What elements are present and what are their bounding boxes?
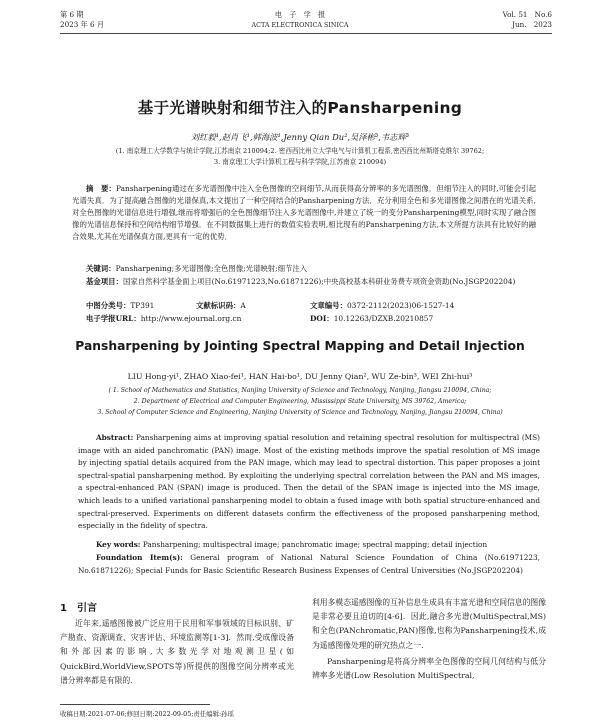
doi-label: DOI： bbox=[310, 314, 334, 323]
keywords-cn-text: Pansharpening;多光谱图像;全色图像;光谱映射;细节注入 bbox=[115, 264, 308, 273]
doi bbox=[310, 313, 433, 325]
keywords-en-label: Key words: bbox=[96, 540, 141, 549]
intro-left-column: 近年来,遥感图像被广泛应用于民用和军事领域的目标识别、矿产勘查、资源调查、灾害评估、环境监测等[1-3]．然而,受成像设备和外部因素的影响,大多数光学对地观测卫星(如QuickBird,WorldView,SPOTS等)所提供的图像空间分辨率或光谱分辨率都是有限的． bbox=[60, 619, 294, 685]
article-number-value: 0372-2112(2023)06-1527-14 bbox=[346, 301, 455, 310]
fund-cn bbox=[86, 276, 536, 288]
affiliation-en-3: 3. School of Computer Science and Engineering, Nanjing University of Science and Technology, Nanjing, Jiangsu 210094, China) bbox=[97, 409, 503, 416]
journal-url bbox=[86, 313, 241, 325]
received-dates-footnote: 收稿日期:2021-07-06;修回日期:2022-09-05;责任编辑:孙瑶 bbox=[60, 710, 234, 718]
keywords-cn bbox=[86, 263, 536, 275]
volume-number: Vol. 51 No.6 bbox=[502, 10, 552, 19]
abstract-en-text: Pansharpening aims at improving spatial resolution and retaining spectral resolution for multispectral (MS) image with an aided panchromatic (PAN) image. Most of the existing methods improve the spatial resolution of MS image by injecting spatial details acquired from the PAN image, which may lead to spectral distortion. This paper proposes a joint spectral-spatial pansharpening method. By exploiting the underlying spectral correlation between the PAN and MS images, a spectral-enhanced PAN (SPAN) image is produced. Then the detail of the SPAN image is injected into the MS image, which leads to a unified variational pansharpening model to obtain a fused image with both spatial structure-enhanced and spectral-preserved. Experiments on different datasets confirm the effectiveness of the proposed pansharpening method, especially in the fidelity of spectra. bbox=[78, 433, 541, 531]
article-number bbox=[310, 300, 454, 312]
abstract-cn-label: 摘 要： bbox=[86, 184, 116, 193]
issue-cn: 第 6 期 bbox=[60, 10, 84, 19]
doc-code bbox=[196, 300, 246, 312]
authors-cn: 刘红毅¹,赵肖飞¹,韩海波¹,Jenny Qian Du²,吴泽彬³,韦志辉³ bbox=[190, 132, 410, 142]
paper-title-cn: 基于光谱映射和细节注入的Pansharpening bbox=[137, 99, 463, 117]
journal-url-label: 电子学报URL： bbox=[86, 314, 141, 323]
fund-en bbox=[78, 552, 540, 577]
affiliation-en-2: 2. Department of Electrical and Computer Engineering, Mississippi State University, MS 39762, America; bbox=[133, 398, 467, 405]
doc-code-label: 文献标识码： bbox=[196, 301, 241, 310]
date-en: Jun. 2023 bbox=[512, 20, 552, 29]
fund-en-text: General program of National Natural Science Foundation of China (No.61971223, No.61871226); Special Funds for Basic Scientific Research Business Expenses of Central Universities (No.JSGP202204) bbox=[78, 553, 540, 575]
affiliation-cn-2: 3. 南京理工大学计算机工程与科学学院,江苏南京 210094) bbox=[213, 158, 387, 166]
intro-right-paragraph-2: Pansharpening是将高分辨率全色图像的空间几何结构与低分辨率多光谱(Low Resolution MultiSpectral, bbox=[312, 657, 546, 681]
keywords-en bbox=[78, 539, 540, 552]
header-rule bbox=[60, 33, 552, 34]
journal-name-en: ACTA ELECTRONICA SINICA bbox=[251, 21, 349, 29]
journal-name-cn: 电 子 学 报 bbox=[274, 10, 326, 19]
footnote-rule bbox=[60, 704, 210, 705]
section-title-introduction: 1 引言 bbox=[60, 603, 97, 614]
fund-en-label: Foundation Item(s): bbox=[96, 553, 183, 562]
clc bbox=[86, 300, 154, 312]
clc-value: TP391 bbox=[130, 301, 155, 310]
abstract-cn bbox=[72, 183, 536, 243]
keywords-cn-label: 关键词： bbox=[86, 264, 116, 273]
article-number-label: 文章编号： bbox=[310, 301, 347, 310]
abstract-en-label: Abstract: bbox=[96, 433, 134, 442]
abstract-cn-text: Pansharpening通过在多光谱图像中注入全色图像的空间细节,从而获得高分辨率的多光谱图像．但细节注入的同时,可能会引起光谱失真．为了提高融合图像的光谱保真,本文提出了一种空间结合的Pansharpening方法．充分利用全色和多光谱图像之间潜在的光谱关系,对全色图像的光谱信息进行增强,继而将增强后的全色图像细节注入多光谱图像中,并建立了统一的变分Pansharpening模型,同时实现了融合图像的光谱信息保持和空间结构细节增强．在不同数据集上进行的数值实验表明,相比现有的Pansharpening方法,本文所提方法具有比较好的融合效果,尤其在光谱保真方面,更具有一定的优势． bbox=[72, 184, 536, 242]
paper-title-en: Pansharpening by Jointing Spectral Mapping and Detail Injection bbox=[75, 339, 525, 353]
clc-label: 中图分类号： bbox=[86, 301, 131, 310]
journal-url-value[interactable]: http://www.ejournal.org.cn bbox=[140, 314, 242, 323]
affiliation-cn-1: (1. 南京理工大学数学与统计学院,江苏南京 210094;2. 密西西比州立大学电气与计算机工程系,密西西比州斯塔克维尔 39762; bbox=[115, 147, 485, 155]
authors-en: LIU Hong-yi¹, ZHAO Xiao-fei¹, HAN Hai-bo¹, DU Jenny Qian², WU Ze-bin³, WEI Zhi-hui³ bbox=[127, 372, 473, 381]
fund-cn-text: 国家自然科学基金面上项目(No.61971223,No.61871226);中央高校基本科研业务费专项资金资助(No.JSGP202204) bbox=[122, 277, 516, 286]
intro-right-paragraph-1: 利用多模态遥感图像的互补信息生成具有丰富光谱和空间信息的图像是非常必要且迫切的[4-6]．因此,融合多光谱(MultiSpectral,MS)和全色(PANchromatic,PAN)图像,也称为Pansharpening技术,成为遥感图像处理的研究热点之一． bbox=[312, 598, 546, 650]
keywords-en-text: Pansharpening; multispectral image; panchromatic image; spectral mapping; detail injection bbox=[142, 540, 488, 549]
doi-value[interactable]: 10.12263/DZXB.20210857 bbox=[333, 314, 434, 323]
fund-cn-label: 基金项目： bbox=[86, 277, 123, 286]
date-cn: 2023 年 6 月 bbox=[60, 20, 105, 29]
affiliation-en-1: ( 1. School of Mathematics and Statistics, Nanjing University of Science and Technology, Nanjing, Jiangsu 210094, China; bbox=[108, 387, 492, 394]
abstract-en bbox=[78, 432, 540, 533]
doc-code-value: A bbox=[240, 301, 246, 310]
